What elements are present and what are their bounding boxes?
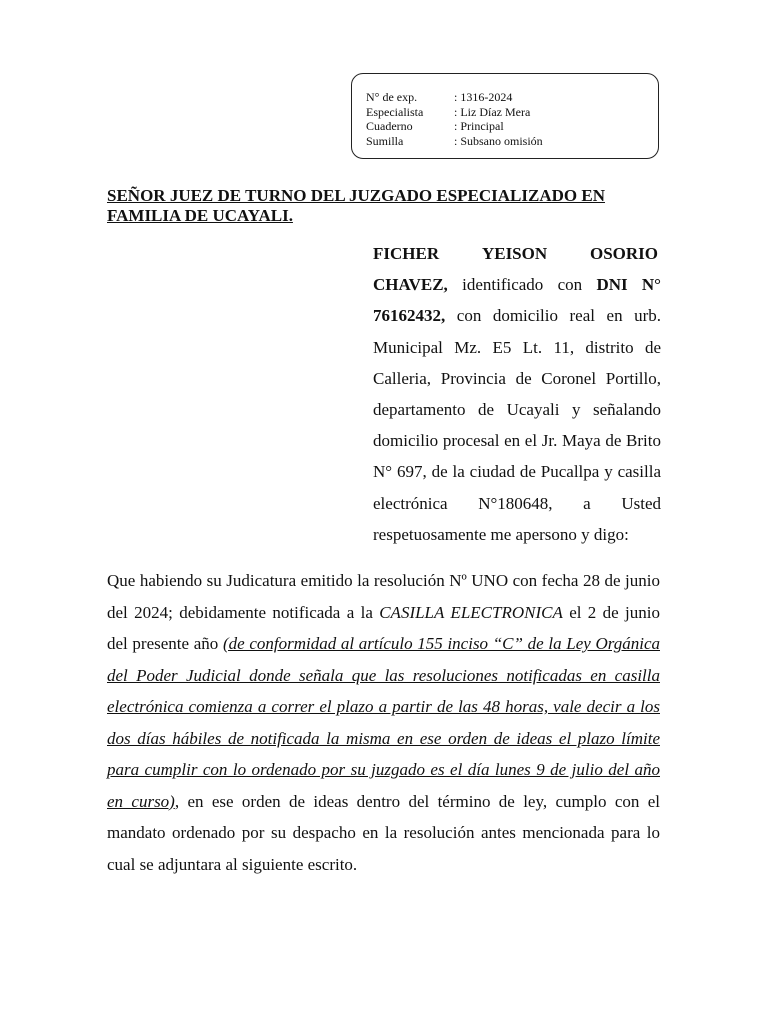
- underlined-citation: electrónica comienza a correr el plazo a partir de las 48 horas, vale decir a los: [107, 697, 660, 716]
- underlined-citation: para cumplir con lo ordenado por su juzgado es el día lunes 9 de julio del año: [107, 760, 660, 779]
- case-label: N° de exp.: [366, 90, 418, 104]
- addressee-line-2: FAMILIA DE UCAYALI.: [107, 206, 293, 225]
- underlined-citation: del Poder Judicial donde señala que las resoluciones notificadas en casilla: [107, 665, 660, 685]
- dni-label: DNI N°: [596, 275, 661, 295]
- underlined-citation: dos días hábiles de notificada la misma en ese orden de ideas el plazo límite: [107, 728, 660, 748]
- case-value: : 1316-2024: [454, 90, 513, 104]
- body-text: , en ese orden de ideas dentro del término de ley, cumplo con el mandato ordenado por su despacho en la resolución antes mencionada para lo cual se adjuntara al siguiente escrito.: [107, 791, 660, 874]
- casilla-electronica-text: CASILLA ELECTRONICA: [379, 602, 563, 622]
- addressee-line-1: SEÑOR JUEZ DE TURNO DEL JUZGADO ESPECIALIZADO EN: [107, 186, 605, 205]
- addressee-heading: [107, 186, 667, 226]
- intro-text: con domicilio real en urb. Municipal Mz. E5 Lt. 11, distrito de Calleria, Provincia de Coronel Portillo, departamento de Ucayali y señalando domicilio procesal en el Jr. Maya de Brito N° 697, de la ciudad de Pucallpa y casilla electrónica N°180648, a Usted respetuosamente me apersono y digo:: [373, 306, 661, 544]
- case-value: : Liz Díaz Mera: [454, 104, 531, 119]
- name-word: FICHER: [373, 244, 440, 263]
- case-value: : Subsano omisión: [454, 133, 543, 148]
- case-row-sumilla: [366, 134, 658, 149]
- main-paragraph: [107, 565, 660, 880]
- underlined-citation: en curso): [107, 791, 175, 811]
- underlined-citation: (de conformidad al artículo 155 inciso “C” de la Ley Orgánica: [222, 634, 660, 653]
- name-word: OSORIO: [589, 244, 658, 263]
- case-row-especialista: [366, 105, 658, 120]
- case-label: Sumilla: [366, 133, 404, 148]
- intro-text: identificado con: [447, 275, 597, 295]
- petitioner-details: [373, 269, 661, 550]
- petitioner-surname: CHAVEZ,: [373, 275, 448, 295]
- case-info-box: [351, 73, 659, 159]
- body-text: el 2 de junio del presente año: [107, 602, 660, 653]
- petitioner-intro: [373, 238, 661, 550]
- body-text: Que habiendo su Judicatura emitido la resolución Nº UNO con fecha 28 de junio del 2024; debidamente notificada a la: [107, 571, 660, 622]
- case-label: Cuaderno: [366, 119, 413, 133]
- petitioner-name-line: [373, 238, 661, 269]
- name-word: YEISON: [481, 244, 548, 263]
- case-row-expediente: [366, 90, 658, 105]
- case-row-cuaderno: [366, 119, 658, 134]
- dni-number: 76162432,: [373, 306, 446, 326]
- case-value: : Principal: [454, 119, 504, 133]
- case-label: Especialista: [366, 104, 424, 119]
